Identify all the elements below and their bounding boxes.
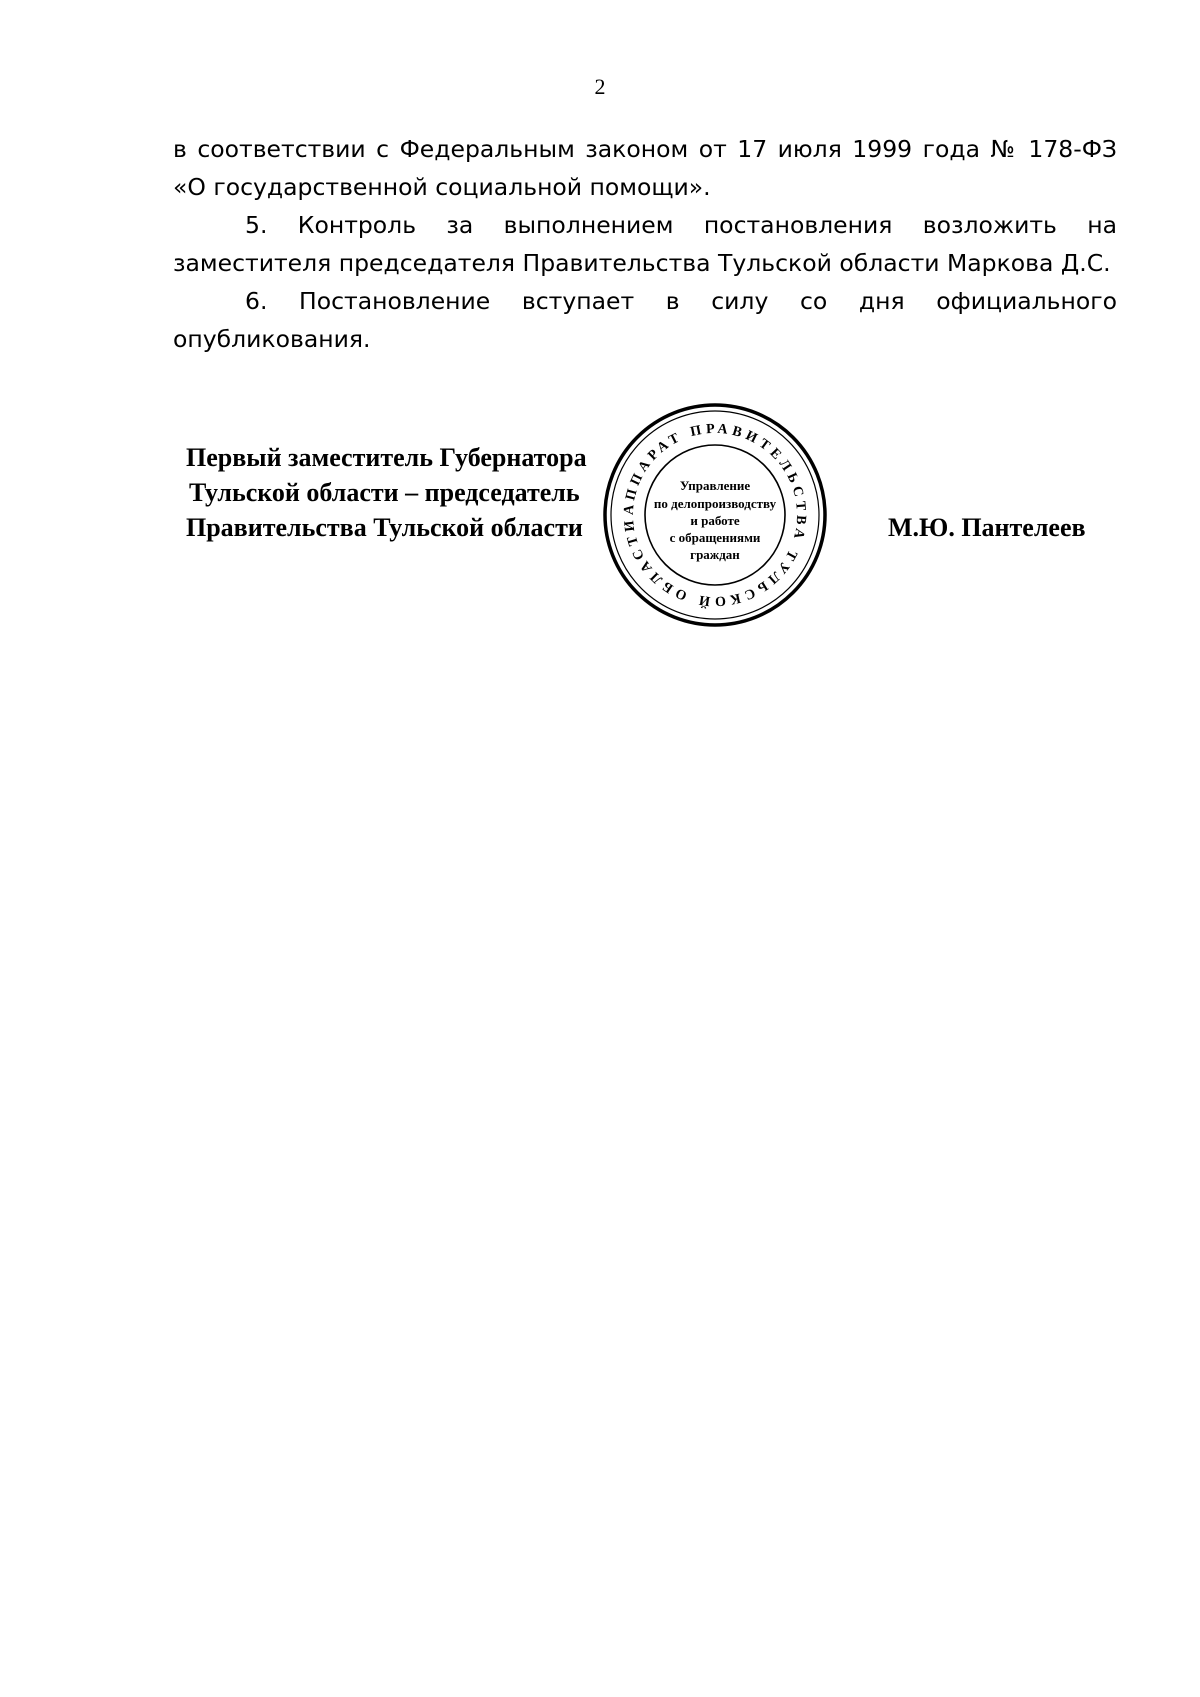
- signatory-title-line-1: Первый заместитель Губернатора: [186, 443, 587, 472]
- seal-center-line-2: по делопроизводству: [653, 496, 777, 511]
- signature-block: [0, 0, 1200, 700]
- seal-center-line-5: граждан: [690, 547, 740, 562]
- seal-center-line-3: и работе: [690, 513, 740, 528]
- official-seal-stamp: [600, 400, 830, 630]
- paragraph-5-control: 5. Контроль за выполнением постановления возложить на заместителя председателя Правительства Тульской области Маркова Д.С.: [173, 211, 1117, 277]
- signatory-title-line-3: Правительства Тульской области: [186, 513, 583, 542]
- paragraph-legal-reference: в соответствии с Федеральным законом от 17 июля 1999 года № 178-ФЗ «О государственной социальной помощи».: [173, 135, 1117, 201]
- signatory-name: М.Ю. Пантелеев: [888, 513, 1086, 542]
- seal-center-line-1: Управление: [679, 478, 751, 493]
- signatory-title-line-2: Тульской области – председатель: [189, 478, 580, 507]
- paragraph-6-effective-date: 6. Постановление вступает в силу со дня официального опубликования.: [173, 287, 1117, 353]
- seal-ring-text: АППАРАТ ПРАВИТЕЛЬСТВА ТУЛЬСКОЙ ОБЛАСТИ: [621, 421, 809, 609]
- seal-graphic: [600, 400, 830, 630]
- seal-center-line-4: с обращениями: [669, 530, 761, 545]
- signatory-title: [186, 440, 587, 545]
- page-number: 2: [594, 74, 606, 99]
